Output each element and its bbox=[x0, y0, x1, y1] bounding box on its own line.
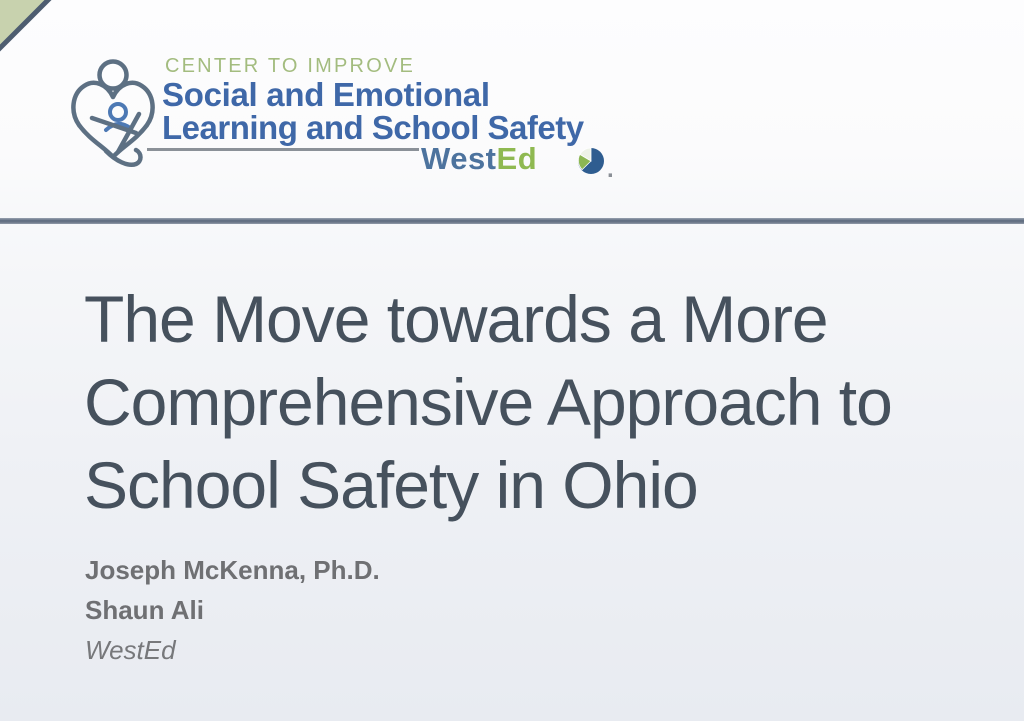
title-line-1: The Move towards a More bbox=[84, 282, 828, 356]
corner-accent-triangle bbox=[0, 0, 70, 70]
author-affiliation: WestEd bbox=[85, 635, 176, 665]
logo-title-line2: Learning and School Safety bbox=[162, 109, 584, 146]
wested-wordmark-ed: Ed bbox=[496, 141, 538, 176]
logo-eyebrow: CENTER TO IMPROVE bbox=[165, 55, 416, 77]
title-line-2: Comprehensive Approach to bbox=[84, 365, 892, 439]
slide-title bbox=[84, 278, 994, 527]
author-block bbox=[85, 550, 380, 670]
heart-caregiver-icon bbox=[62, 40, 162, 175]
wested-trademark-period: . bbox=[607, 156, 614, 183]
author-name-1: Joseph McKenna, Ph.D. bbox=[85, 555, 380, 585]
author-name-2: Shaun Ali bbox=[85, 595, 204, 625]
slide-body bbox=[0, 224, 1024, 721]
logo-title-line1: Social and Emotional bbox=[162, 76, 490, 113]
slide-header bbox=[0, 0, 1024, 218]
wested-wordmark bbox=[421, 141, 537, 177]
logo-underline bbox=[147, 148, 419, 151]
wested-wordmark-west: West bbox=[421, 141, 497, 176]
title-line-3: School Safety in Ohio bbox=[84, 448, 698, 522]
wested-globe-icon bbox=[577, 147, 605, 175]
